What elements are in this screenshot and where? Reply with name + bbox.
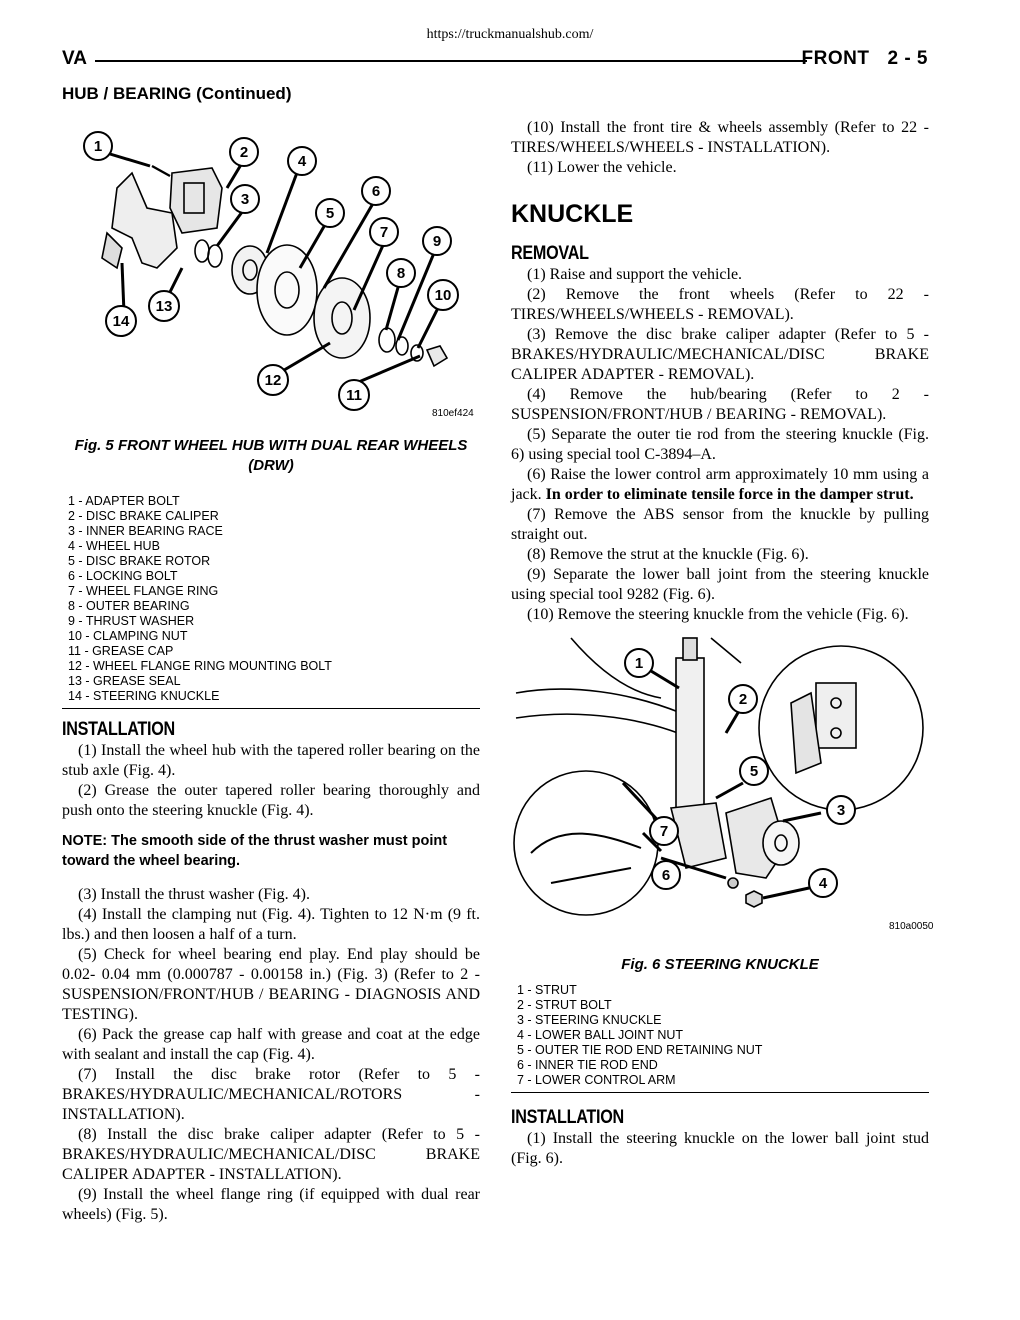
install-step: (2) Grease the outer tapered roller bearing thoroughly and push onto the steering knuckle (Fig. 4). [62,782,480,819]
install-step: (7) Install the disc brake rotor (Refer to 5 - BRAKES/HYDRAULIC/MECHANICAL/ROTORS - INSTALLATION). [62,1066,480,1123]
fig5-callout-7 [370,218,398,246]
legend-item: 8 - OUTER BEARING [68,599,190,613]
fig5-legend [68,494,480,704]
fig5-callout-13 [149,291,179,321]
install-step: (6) Pack the grease cap half with grease and coat at the edge with sealant and install the cap (Fig. 4). [62,1026,480,1063]
removal-step-6 [511,465,929,505]
fig6-drawing [511,633,929,945]
svg-text:1: 1 [634,655,644,672]
note-thrust-washer: NOTE: The smooth side of the thrust washer must point toward the wheel bearing. [62,833,448,869]
removal-step-6-warning: In order to eliminate tensile force in the damper strut. [545,486,914,503]
fig5-callout-11 [339,380,369,410]
legend-item: 2 - DISC BRAKE CALIPER [68,509,219,523]
svg-text:4: 4 [297,153,307,170]
svg-text:3: 3 [836,802,846,819]
install-step: (1) Install the wheel hub with the tapered roller bearing on the stub axle (Fig. 4). [62,742,480,779]
removal-step: (8) Remove the strut at the knuckle (Fig. 6). [527,546,809,563]
legend-item: 7 - WHEEL FLANGE RING [68,584,219,598]
svg-text:2: 2 [738,691,748,708]
install-step: (4) Install the clamping nut (Fig. 4). Tighten to 12 N·m (9 ft. lbs.) and then loosen a half of a turn. [62,906,480,943]
fig6-code: 810a0050 [889,921,934,932]
fig6-callout-2 [729,685,757,713]
knuckle-heading: KNUCKLE [511,200,634,228]
fig6-callout-6 [652,861,680,889]
legend-item: 7 - LOWER CONTROL ARM [517,1073,676,1087]
installation-heading: INSTALLATION [62,719,175,740]
legend-item: 1 - STRUT [517,983,577,997]
header-rule [95,60,807,62]
fig5-code: 810ef424 [432,408,474,419]
removal-step: (5) Separate the outer tie rod from the steering knuckle (Fig. 6) using special tool C-3894–A. [511,426,929,463]
fig6-callout-3 [827,796,855,824]
fig6-callout-1 [625,649,653,677]
svg-text:14: 14 [112,313,130,330]
divider [511,1092,929,1093]
header-left: VA [62,48,87,69]
removal-step: (9) Separate the lower ball joint from the steering knuckle using special tool 9282 (Fig. 6). [511,566,929,603]
svg-text:7: 7 [379,224,389,241]
svg-text:9: 9 [432,233,442,250]
fig5-callout-1 [84,132,112,160]
svg-text:10: 10 [434,287,452,304]
install-step: (11) Lower the vehicle. [527,159,677,176]
legend-item: 1 - ADAPTER BOLT [68,494,180,508]
install-step: (1) Install the steering knuckle on the lower ball joint stud (Fig. 6). [511,1130,929,1167]
fig6-legend [517,983,929,1088]
fig5-drawing [62,118,480,430]
fig5-callout-3 [231,185,259,213]
legend-item: 3 - INNER BEARING RACE [68,524,223,538]
svg-text:13: 13 [155,298,173,315]
svg-text:8: 8 [396,265,406,282]
svg-text:6: 6 [661,867,671,884]
header-section: FRONT [801,48,870,69]
legend-item: 4 - LOWER BALL JOINT NUT [517,1028,684,1042]
removal-step: (2) Remove the front wheels (Refer to 22 - TIRES/WHEELS/WHEELS - REMOVAL). [511,286,929,323]
fig5-callout-12 [258,365,288,395]
legend-item: 4 - WHEEL HUB [68,539,160,553]
fig5-callout-9 [423,227,451,255]
legend-item: 9 - THRUST WASHER [68,614,195,628]
removal-step: (10) Remove the steering knuckle from the vehicle (Fig. 6). [527,606,909,623]
install-step: (8) Install the disc brake caliper adapter (Refer to 5 - BRAKES/HYDRAULIC/MECHANICAL/DISC BRAKE CALIPER ADAPTER - INSTALLATION). [62,1126,480,1183]
header-page-number: 2 - 5 [887,48,928,69]
fig5-caption: Fig. 5 FRONT WHEEL HUB WITH DUAL REAR WHEELS (DRW) [74,437,468,474]
legend-item: 2 - STRUT BOLT [517,998,612,1012]
removal-step-6-text: (6) Raise the lower control arm approximately 10 mm using a jack. [511,466,929,503]
fig6-caption: Fig. 6 STEERING KNUCKLE [621,956,819,973]
fig5-callout-14 [106,306,136,336]
fig5-callout-4 [288,147,316,175]
svg-text:12: 12 [264,372,282,389]
removal-step: (4) Remove the hub/bearing (Refer to 2 - SUSPENSION/FRONT/HUB / BEARING - REMOVAL). [511,386,929,423]
left-column [62,118,480,1225]
knuckle-installation-heading: INSTALLATION [511,1107,624,1128]
fig5-illustration [62,118,480,430]
install-step: (5) Check for wheel bearing end play. End play should be 0.02- 0.04 mm (0.000787 - 0.00158 in.) (Fig. 3) (Refer to 2 - SUSPENSION/FRONT/HUB / BEARING - DIAGNOSIS AND TESTING). [62,946,480,1023]
legend-item: 6 - INNER TIE ROD END [517,1058,658,1072]
right-column [511,118,934,1169]
removal-step: (7) Remove the ABS sensor from the knuckle by pulling straight out. [511,506,929,543]
header-right [802,48,928,70]
svg-text:6: 6 [371,183,381,200]
legend-item: 3 - STEERING KNUCKLE [517,1013,662,1027]
removal-heading: REMOVAL [511,243,589,264]
svg-text:11: 11 [346,387,362,404]
divider [62,708,480,709]
section-title: HUB / BEARING (Continued) [62,84,292,103]
fig6-callout-5 [740,757,768,785]
svg-text:2: 2 [239,144,249,161]
fig5-callout-6 [362,177,390,205]
legend-item: 10 - CLAMPING NUT [68,629,188,643]
legend-item: 13 - GREASE SEAL [68,674,181,688]
svg-text:1: 1 [93,138,103,155]
legend-item: 12 - WHEEL FLANGE RING MOUNTING BOLT [68,659,332,673]
legend-item: 6 - LOCKING BOLT [68,569,178,583]
fig6-illustration [511,633,934,945]
install-step: (10) Install the front tire & wheels assembly (Refer to 22 - TIRES/WHEELS/WHEELS - INSTALLATION). [511,119,929,156]
fig5-callout-5 [316,199,344,227]
svg-text:7: 7 [659,823,669,840]
svg-text:4: 4 [818,875,828,892]
source-url: https://truckmanualshub.com/ [426,27,594,42]
install-step: (3) Install the thrust washer (Fig. 4). [78,886,310,903]
legend-item: 14 - STEERING KNUCKLE [68,689,220,703]
removal-step: (3) Remove the disc brake caliper adapter (Refer to 5 - BRAKES/HYDRAULIC/MECHANICAL/DISC BRAKE CALIPER ADAPTER - REMOVAL). [511,326,929,383]
removal-step: (1) Raise and support the vehicle. [527,266,743,283]
fig5-callout-8 [387,259,415,287]
svg-text:5: 5 [325,205,335,222]
legend-item: 5 - OUTER TIE ROD END RETAINING NUT [517,1043,763,1057]
install-step: (9) Install the wheel flange ring (if equipped with dual rear wheels) (Fig. 5). [62,1186,480,1223]
legend-item: 11 - GREASE CAP [68,644,174,658]
fig6-callout-7 [650,817,678,845]
fig6-callout-4 [809,869,837,897]
fig5-callout-10 [428,280,458,310]
svg-text:5: 5 [749,763,759,780]
fig5-callout-2 [230,138,258,166]
legend-item: 5 - DISC BRAKE ROTOR [68,554,211,568]
svg-text:3: 3 [240,191,250,208]
